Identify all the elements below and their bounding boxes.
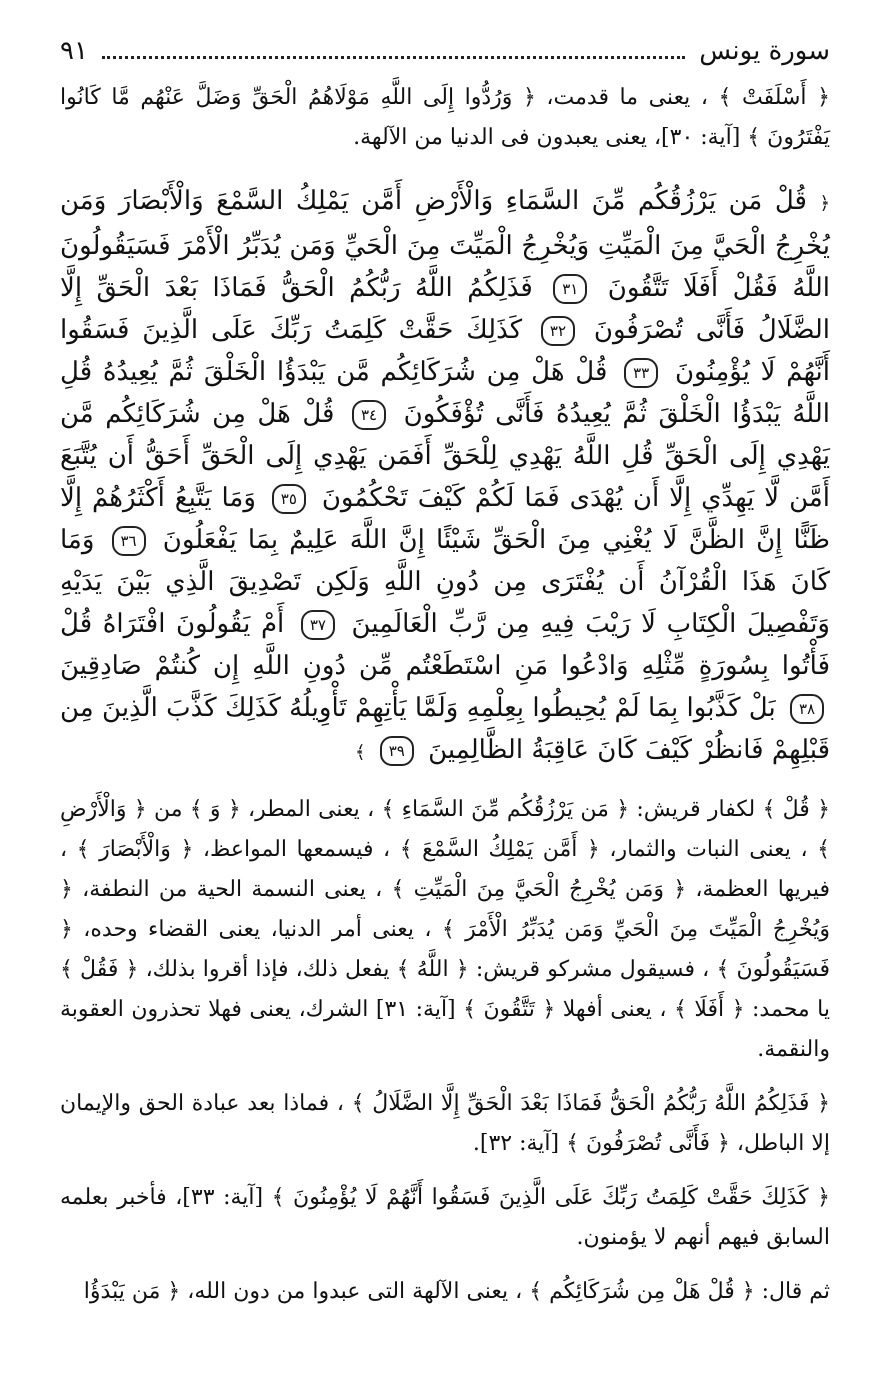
quran-close-bracket: ﴾ — [355, 742, 366, 763]
quran-block — [60, 180, 830, 774]
paragraph-gap — [60, 1164, 830, 1178]
verse-text: كَذَلِكَ حَقَّتْ كَلِمَتُ رَبِّكَ عَلَى الَّذِينَ فَسَقُوا أَنَّهُمْ لَا يُؤْمِنُونَ — [60, 315, 831, 387]
verse-text: قُلْ هَلْ مِن شُرَكَائِكُم مَّن يَبْدَؤُا الْخَلْقَ ثُمَّ يُعِيدُهُ قُلِ اللَّهُ يَبْدَؤُا الْخَلْقَ ثُمَّ يُعِيدُهُ فَأَنَّى تُؤْفَكُونَ — [60, 357, 831, 429]
ayah-number-marker: ٣٣ — [624, 358, 658, 388]
verse-text: بَلْ كَذَّبُوا بِمَا لَمْ يُحِيطُوا بِعِلْمِهِ وَلَمَّا يَأْتِهِمْ تَأْوِيلُهُ كَذَلِكَ كَذَّبَ الَّذِينَ مِن قَبْلِهِمْ فَانظُرْ كَيْفَ كَانَ عَاقِبَةُ الظَّالِمِينَ — [60, 693, 830, 765]
ayah-number-marker: ٣٤ — [352, 400, 386, 430]
verse-text: وَمَا كَانَ هَذَا الْقُرْآنُ أَن يُفْتَرَى مِن دُونِ اللَّهِ وَلَكِن تَصْدِيقَ الَّذِي بَيْنَ يَدَيْهِ وَتَفْصِيلَ الْكِتَابِ لَا رَيْبَ فِيهِ مِن رَّبِّ الْعَالَمِينَ — [60, 525, 830, 639]
ayah-number-marker: ٣٨ — [790, 694, 824, 724]
ayah-number-marker: ٣٥ — [272, 484, 306, 514]
running-header — [60, 30, 830, 72]
paragraph-gap — [60, 1258, 830, 1272]
paragraph-gap — [60, 1070, 830, 1084]
ayah-number-marker: ٣١ — [553, 274, 587, 304]
commentary-paragraph: ﴿ أَسْلَفَتْ ﴾ ، يعنى ما قدمت، ﴿ وَرُدُّوا إِلَى اللَّهِ مَوْلَاهُمُ الْحَقِّ وَضَلَّ عَنْهُم مَّا كَانُوا يَفْتَرُونَ ﴾ [آية: ٣٠]، يعنى يعبدون فى الدنيا من الآلهة. — [60, 85, 830, 150]
book-page — [60, 30, 830, 1360]
ayah-number-marker: ٣٢ — [541, 316, 575, 346]
ayah-number-marker: ٣٩ — [380, 736, 414, 766]
page-number: ٩١ — [60, 36, 88, 66]
commentary-paragraph: ﴿ قُلْ ﴾ لكفار قريش: ﴿ مَن يَرْزُقُكُم مِّنَ السَّمَاءِ ﴾ ، يعنى المطر، ﴿ وَ ﴾ من ﴿ وَالْأَرْضِ ﴾ ، يعنى النبات والثمار، ﴿ أَمَّن يَمْلِكُ السَّمْعَ ﴾ ، فيسمعها المواعظ، ﴿ وَالْأَبْصَارَ ﴾ ، فيريها العظمة، ﴿ وَمَن يُخْرِجُ الْحَيَّ مِنَ الْمَيِّتِ ﴾ ، يعنى النسمة الحية من النطفة، ﴿ وَيُخْرِجُ الْمَيِّتَ مِنَ الْحَيِّ وَمَن يُدَبِّرُ الْأَمْرَ ﴾ ، يعنى أمر الدنيا، يعنى القضاء وحده، ﴿ فَسَيَقُولُونَ ﴾ ، فسيقول مشركو قريش: ﴿ اللَّهُ ﴾ يفعل ذلك، فإذا أقروا بذلك، ﴿ فَقُلْ ﴾ يا محمد: ﴿ أَفَلَا ﴾ ، يعنى أفهلا ﴿ تَتَّقُونَ ﴾ [آية: ٣١] الشرك، يعنى فهلا تحذرون العقوبة والنقمة. — [60, 797, 831, 1062]
quran-open-bracket: ﴿ — [819, 193, 830, 214]
commentary-paragraph: ثم قال: ﴿ قُلْ هَلْ مِن شُرَكَائِكُم ﴾ ، يعنى الآلهة التى عبدوا من دون الله، ﴿ مَن يَبْدَؤُا — [83, 1279, 830, 1304]
verse-text: وَمَا يَتَّبِعُ أَكْثَرُهُمْ إِلَّا ظَنًّا إِنَّ الظَّنَّ لَا يُغْنِي مِنَ الْحَقِّ شَيْئًا إِنَّ اللَّهَ عَلِيمٌ بِمَا يَفْعَلُونَ — [60, 483, 831, 555]
verse-text: قُلْ هَلْ مِن شُرَكَائِكُم مَّن يَهْدِي إِلَى الْحَقِّ قُلِ اللَّهُ يَهْدِي لِلْحَقِّ أَفَمَن يَهْدِي إِلَى الْحَقِّ أَحَقُّ أَن يُتَّبَعَ أَمَّن لَّا يَهِدِّي إِلَّا أَن يُهْدَى فَمَا لَكُمْ كَيْفَ تَحْكُمُونَ — [60, 399, 831, 513]
ayah-number-marker: ٣٦ — [112, 526, 146, 556]
verse-text: فَذَلِكُمُ اللَّهُ رَبُّكُمُ الْحَقُّ فَمَاذَا بَعْدَ الْحَقِّ إِلَّا الضَّلَالُ فَأَنَّى تُصْرَفُونَ — [60, 273, 831, 345]
commentary-paragraph: ﴿ كَذَلِكَ حَقَّتْ كَلِمَتُ رَبِّكَ عَلَى الَّذِينَ فَسَقُوا أَنَّهُمْ لَا يُؤْمِنُونَ ﴾ [آية: ٣٣]، فأخبر بعلمه السابق فيهم أنهم لا يؤمنون. — [60, 1185, 830, 1250]
header-dotted-leader — [102, 44, 685, 59]
commentary-paragraph: ﴿ فَذَلِكُمُ اللَّهُ رَبُّكُمُ الْحَقُّ فَمَاذَا بَعْدَ الْحَقِّ إِلَّا الضَّلَالُ ﴾ ، فماذا بعد عبادة الحق والإيمان إلا الباطل، ﴿ فَأَنَّى تُصْرَفُونَ ﴾ [آية: ٣٢]. — [60, 1091, 830, 1156]
verse-text: أَمْ يَقُولُونَ افْتَرَاهُ قُلْ فَأْتُوا بِسُورَةٍ مِّثْلِهِ وَادْعُوا مَنِ اسْتَطَعْتُم مِّن دُونِ اللَّهِ إِن كُنتُمْ صَادِقِينَ — [60, 609, 830, 681]
surah-title: سورة يونس — [699, 36, 830, 66]
verse-text: قُلْ مَن يَرْزُقُكُم مِّنَ السَّمَاءِ وَالْأَرْضِ أَمَّن يَمْلِكُ السَّمْعَ وَالْأَبْصَارَ وَمَن يُخْرِجُ الْحَيَّ مِنَ الْمَيِّتِ وَيُخْرِجُ الْمَيِّتَ مِنَ الْحَيِّ وَمَن يُدَبِّرُ الْأَمْرَ فَسَيَقُولُونَ اللَّهُ فَقُلْ أَفَلَا تَتَّقُونَ — [60, 186, 831, 303]
ayah-number-marker: ٣٧ — [301, 610, 335, 640]
